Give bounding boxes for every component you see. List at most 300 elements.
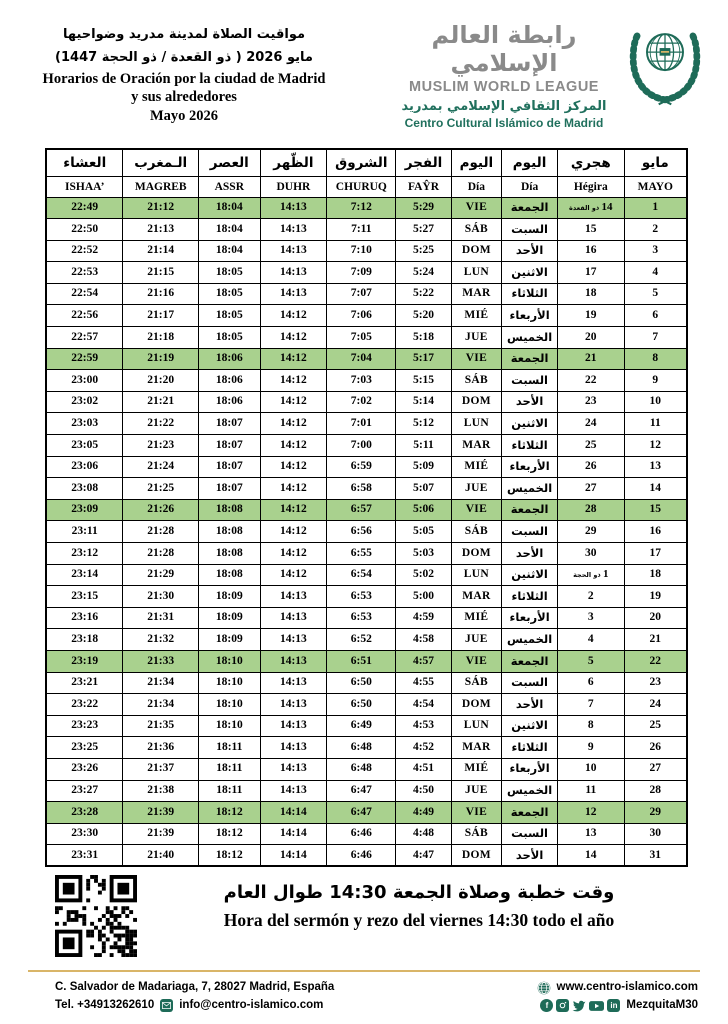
- prayer-table: [45, 148, 688, 867]
- ishaa-cell: 23:03: [46, 413, 123, 435]
- ishaa-cell: 23:28: [46, 802, 123, 824]
- hegira-cell: 12: [557, 802, 624, 824]
- magreb-cell: 21:23: [123, 435, 199, 457]
- footer-address: C. Salvador de Madariaga, 7, 28027 Madrid, España: [55, 981, 335, 993]
- hegira-cell: 19: [557, 305, 624, 327]
- fayr-cell: 4:54: [396, 694, 451, 716]
- churuq-cell: 7:04: [327, 348, 396, 370]
- day-es-cell: SÁB: [451, 370, 502, 392]
- assr-cell: 18:05: [199, 283, 261, 305]
- churuq-cell: 6:46: [327, 823, 396, 845]
- churuq-cell: 6:51: [327, 650, 396, 672]
- duhr-cell: 14:12: [260, 391, 327, 413]
- day-es-cell: DOM: [451, 845, 502, 867]
- day-es-cell: LUN: [451, 413, 502, 435]
- day-es-cell: LUN: [451, 262, 502, 284]
- magreb-cell: 21:40: [123, 845, 199, 867]
- footer-social-handle: MezquitaM30: [626, 998, 698, 1011]
- table-row: [46, 283, 687, 305]
- churuq-cell: 6:59: [327, 456, 396, 478]
- footer-web-block: [537, 979, 698, 1015]
- day-ar-cell: الأحد: [502, 391, 558, 413]
- assr-cell: 18:10: [199, 650, 261, 672]
- column-header-latin: Hégira: [557, 176, 624, 197]
- day-ar-cell: الأربعاء: [502, 607, 558, 629]
- magreb-cell: 21:38: [123, 780, 199, 802]
- magreb-cell: 21:26: [123, 499, 199, 521]
- mayo-cell: 26: [624, 737, 687, 759]
- churuq-cell: 7:01: [327, 413, 396, 435]
- ishaa-cell: 22:57: [46, 327, 123, 349]
- table-row: [46, 348, 687, 370]
- duhr-cell: 14:12: [260, 499, 327, 521]
- fayr-cell: 5:14: [396, 391, 451, 413]
- magreb-cell: 21:15: [123, 262, 199, 284]
- ishaa-cell: 23:21: [46, 672, 123, 694]
- column-header-latin: CHURUQ: [327, 176, 396, 197]
- magreb-cell: 21:36: [123, 737, 199, 759]
- friday-sermon-note: [140, 879, 698, 931]
- table-row: [46, 413, 687, 435]
- day-ar-cell: الاثنين: [502, 262, 558, 284]
- ishaa-cell: 22:54: [46, 283, 123, 305]
- magreb-cell: 21:31: [123, 607, 199, 629]
- duhr-cell: 14:13: [260, 672, 327, 694]
- day-es-cell: MAR: [451, 435, 502, 457]
- magreb-cell: 21:13: [123, 219, 199, 241]
- magreb-cell: 21:33: [123, 650, 199, 672]
- hegira-cell: 8: [557, 715, 624, 737]
- hegira-cell: 17: [557, 262, 624, 284]
- churuq-cell: 7:07: [327, 283, 396, 305]
- day-ar-cell: السبت: [502, 219, 558, 241]
- duhr-cell: 14:13: [260, 715, 327, 737]
- hegira-cell: 28: [557, 499, 624, 521]
- assr-cell: 18:11: [199, 737, 261, 759]
- day-es-cell: MAR: [451, 737, 502, 759]
- day-ar-cell: الأحد: [502, 543, 558, 565]
- day-es-cell: VIE: [451, 197, 502, 219]
- hegira-cell: 27: [557, 478, 624, 500]
- day-ar-cell: السبت: [502, 370, 558, 392]
- churuq-cell: 6:48: [327, 737, 396, 759]
- fayr-cell: 4:58: [396, 629, 451, 651]
- fayr-cell: 5:09: [396, 456, 451, 478]
- mayo-cell: 18: [624, 564, 687, 586]
- ishaa-cell: 22:49: [46, 197, 123, 219]
- day-ar-cell: الجمعة: [502, 802, 558, 824]
- day-es-cell: LUN: [451, 715, 502, 737]
- ishaa-cell: 23:15: [46, 586, 123, 608]
- table-row: [46, 672, 687, 694]
- mayo-cell: 16: [624, 521, 687, 543]
- assr-cell: 18:07: [199, 413, 261, 435]
- mayo-cell: 23: [624, 672, 687, 694]
- magreb-cell: 21:24: [123, 456, 199, 478]
- assr-cell: 18:12: [199, 823, 261, 845]
- fayr-cell: 4:57: [396, 650, 451, 672]
- day-es-cell: MIÉ: [451, 305, 502, 327]
- day-es-cell: JUE: [451, 478, 502, 500]
- magreb-cell: 21:32: [123, 629, 199, 651]
- duhr-cell: 14:13: [260, 240, 327, 262]
- column-header-latin: DUHR: [260, 176, 327, 197]
- note-spanish: Hora del sermón y rezo del viernes 14:30 todo el año: [223, 910, 615, 931]
- hegira-cell: 9: [557, 737, 624, 759]
- duhr-cell: 14:13: [260, 629, 327, 651]
- hegira-cell: 11: [557, 780, 624, 802]
- duhr-cell: 14:12: [260, 348, 327, 370]
- ishaa-cell: 23:02: [46, 391, 123, 413]
- magreb-cell: 21:30: [123, 586, 199, 608]
- day-ar-cell: السبت: [502, 823, 558, 845]
- organization-block: [394, 14, 710, 140]
- table-row: [46, 499, 687, 521]
- magreb-cell: 21:16: [123, 283, 199, 305]
- churuq-cell: 6:52: [327, 629, 396, 651]
- assr-cell: 18:08: [199, 564, 261, 586]
- center-name-arabic: المركز الثقافي الإسلامي بمدريد: [401, 99, 607, 115]
- mayo-cell: 9: [624, 370, 687, 392]
- fayr-cell: 4:55: [396, 672, 451, 694]
- assr-cell: 18:05: [199, 262, 261, 284]
- fayr-cell: 5:15: [396, 370, 451, 392]
- churuq-cell: 6:46: [327, 845, 396, 867]
- column-header-latin: MAGREB: [123, 176, 199, 197]
- churuq-cell: 6:53: [327, 586, 396, 608]
- ishaa-cell: 23:31: [46, 845, 123, 867]
- day-es-cell: MIÉ: [451, 607, 502, 629]
- day-ar-cell: الأربعاء: [502, 456, 558, 478]
- mayo-cell: 27: [624, 758, 687, 780]
- duhr-cell: 14:12: [260, 478, 327, 500]
- email-icon: [160, 999, 173, 1012]
- hegira-cell: 3: [557, 607, 624, 629]
- day-es-cell: SÁB: [451, 521, 502, 543]
- assr-cell: 18:09: [199, 607, 261, 629]
- mayo-cell: 11: [624, 413, 687, 435]
- column-header-arabic: اليوم: [502, 149, 558, 176]
- fayr-cell: 5:17: [396, 348, 451, 370]
- hegira-cell: 4: [557, 629, 624, 651]
- table-row: [46, 758, 687, 780]
- table-row: [46, 715, 687, 737]
- page-footer: [0, 970, 728, 1024]
- social-icons: [540, 999, 620, 1012]
- day-es-cell: SÁB: [451, 672, 502, 694]
- hegira-cell: 23: [557, 391, 624, 413]
- table-row: [46, 650, 687, 672]
- mayo-cell: 6: [624, 305, 687, 327]
- mayo-cell: 22: [624, 650, 687, 672]
- fayr-cell: 5:05: [396, 521, 451, 543]
- column-header-latin: FAŶR: [396, 176, 451, 197]
- mayo-cell: 21: [624, 629, 687, 651]
- day-ar-cell: الثلاثاء: [502, 435, 558, 457]
- duhr-cell: 14:12: [260, 435, 327, 457]
- assr-cell: 18:09: [199, 586, 261, 608]
- magreb-cell: 21:29: [123, 564, 199, 586]
- mayo-cell: 15: [624, 499, 687, 521]
- duhr-cell: 14:13: [260, 607, 327, 629]
- ishaa-cell: 23:11: [46, 521, 123, 543]
- ishaa-cell: 23:19: [46, 650, 123, 672]
- magreb-cell: 21:37: [123, 758, 199, 780]
- day-ar-cell: الأربعاء: [502, 305, 558, 327]
- column-header-latin: MAYO: [624, 176, 687, 197]
- churuq-cell: 6:50: [327, 672, 396, 694]
- day-es-cell: MIÉ: [451, 758, 502, 780]
- day-ar-cell: الأحد: [502, 240, 558, 262]
- timetable-wrapper: [0, 140, 728, 867]
- fayr-cell: 4:47: [396, 845, 451, 867]
- day-es-cell: SÁB: [451, 219, 502, 241]
- mayo-cell: 8: [624, 348, 687, 370]
- fayr-cell: 5:12: [396, 413, 451, 435]
- duhr-cell: 14:12: [260, 327, 327, 349]
- note-arabic: وقت خطبة وصلاة الجمعة 14:30 طوال العام: [223, 882, 615, 904]
- ishaa-cell: 22:50: [46, 219, 123, 241]
- duhr-cell: 14:12: [260, 521, 327, 543]
- assr-cell: 18:07: [199, 435, 261, 457]
- qr-code: [55, 875, 137, 957]
- fayr-cell: 4:53: [396, 715, 451, 737]
- fayr-cell: 5:06: [396, 499, 451, 521]
- assr-cell: 18:04: [199, 219, 261, 241]
- duhr-cell: 14:13: [260, 694, 327, 716]
- fayr-cell: 4:59: [396, 607, 451, 629]
- fayr-cell: 4:52: [396, 737, 451, 759]
- assr-cell: 18:10: [199, 715, 261, 737]
- churuq-cell: 6:48: [327, 758, 396, 780]
- duhr-cell: 14:14: [260, 845, 327, 867]
- duhr-cell: 14:14: [260, 823, 327, 845]
- day-ar-cell: الخميس: [502, 629, 558, 651]
- ishaa-cell: 23:26: [46, 758, 123, 780]
- column-header-arabic: اليوم: [451, 149, 502, 176]
- day-ar-cell: الثلاثاء: [502, 586, 558, 608]
- ishaa-cell: 22:53: [46, 262, 123, 284]
- duhr-cell: 14:12: [260, 564, 327, 586]
- assr-cell: 18:08: [199, 521, 261, 543]
- day-es-cell: VIE: [451, 499, 502, 521]
- mayo-cell: 10: [624, 391, 687, 413]
- fayr-cell: 4:50: [396, 780, 451, 802]
- fayr-cell: 4:51: [396, 758, 451, 780]
- title-arabic-line2: مايو 2026 ( ذو القعدة / ذو الحجة 1447): [55, 49, 313, 65]
- hegira-cell: 22: [557, 370, 624, 392]
- ishaa-cell: 23:12: [46, 543, 123, 565]
- footer-email: info@centro-islamico.com: [179, 998, 324, 1011]
- ishaa-cell: 23:27: [46, 780, 123, 802]
- hegira-cell: 2: [557, 586, 624, 608]
- day-es-cell: MAR: [451, 586, 502, 608]
- day-ar-cell: الأربعاء: [502, 758, 558, 780]
- table-row: [46, 219, 687, 241]
- day-ar-cell: الجمعة: [502, 348, 558, 370]
- day-ar-cell: الأحد: [502, 694, 558, 716]
- table-row: [46, 802, 687, 824]
- hegira-cell: 16: [557, 240, 624, 262]
- churuq-cell: 6:49: [327, 715, 396, 737]
- footer-phone: Tel. +34913262610: [55, 998, 155, 1011]
- day-es-cell: DOM: [451, 694, 502, 716]
- mayo-cell: 14: [624, 478, 687, 500]
- assr-cell: 18:05: [199, 327, 261, 349]
- fayr-cell: 5:00: [396, 586, 451, 608]
- duhr-cell: 14:13: [260, 737, 327, 759]
- magreb-cell: 21:22: [123, 413, 199, 435]
- column-header-arabic: مايو: [624, 149, 687, 176]
- churuq-cell: 6:47: [327, 802, 396, 824]
- mwl-wreath-globe-logo: [620, 16, 710, 113]
- hegira-cell: 30: [557, 543, 624, 565]
- mayo-cell: 25: [624, 715, 687, 737]
- assr-cell: 18:08: [199, 499, 261, 521]
- mayo-cell: 28: [624, 780, 687, 802]
- churuq-cell: 7:09: [327, 262, 396, 284]
- ishaa-cell: 23:14: [46, 564, 123, 586]
- magreb-cell: 21:25: [123, 478, 199, 500]
- fayr-cell: 4:49: [396, 802, 451, 824]
- hegira-cell: 14 ذو القعدة: [557, 197, 624, 219]
- assr-cell: 18:04: [199, 240, 261, 262]
- magreb-cell: 21:35: [123, 715, 199, 737]
- title-spanish-line2: y sus alrededores: [131, 89, 237, 106]
- column-header-latin: Día: [451, 176, 502, 197]
- mayo-cell: 3: [624, 240, 687, 262]
- assr-cell: 18:07: [199, 456, 261, 478]
- magreb-cell: 21:39: [123, 802, 199, 824]
- title-arabic-line1: مواقيت الصلاة لمدينة مدريد وضواحيها: [62, 27, 306, 42]
- table-row: [46, 564, 687, 586]
- day-ar-cell: الخميس: [502, 780, 558, 802]
- table-row: [46, 823, 687, 845]
- assr-cell: 18:06: [199, 348, 261, 370]
- magreb-cell: 21:18: [123, 327, 199, 349]
- ishaa-cell: 23:08: [46, 478, 123, 500]
- hegira-cell: 13: [557, 823, 624, 845]
- churuq-cell: 6:57: [327, 499, 396, 521]
- assr-cell: 18:05: [199, 305, 261, 327]
- column-header-arabic: الـمغرب: [123, 149, 199, 176]
- header-row-arabic: [46, 149, 687, 176]
- twitter-icon: [572, 1000, 586, 1012]
- assr-cell: 18:06: [199, 391, 261, 413]
- day-ar-cell: السبت: [502, 521, 558, 543]
- churuq-cell: 6:47: [327, 780, 396, 802]
- duhr-cell: 14:12: [260, 305, 327, 327]
- table-row: [46, 262, 687, 284]
- ishaa-cell: 23:18: [46, 629, 123, 651]
- instagram-icon: [556, 999, 569, 1012]
- duhr-cell: 14:13: [260, 758, 327, 780]
- table-row: [46, 521, 687, 543]
- column-header-arabic: الشروق: [327, 149, 396, 176]
- column-header-arabic: هجري: [557, 149, 624, 176]
- table-row: [46, 327, 687, 349]
- column-header-latin: ASSR: [199, 176, 261, 197]
- footer-contact-block: [55, 979, 334, 1015]
- day-ar-cell: الاثنين: [502, 413, 558, 435]
- magreb-cell: 21:34: [123, 694, 199, 716]
- day-es-cell: DOM: [451, 391, 502, 413]
- table-row: [46, 629, 687, 651]
- ishaa-cell: 22:52: [46, 240, 123, 262]
- linkedin-icon: in: [607, 999, 620, 1012]
- table-row: [46, 240, 687, 262]
- mayo-cell: 29: [624, 802, 687, 824]
- day-es-cell: SÁB: [451, 823, 502, 845]
- day-ar-cell: الخميس: [502, 327, 558, 349]
- day-es-cell: DOM: [451, 543, 502, 565]
- magreb-cell: 21:39: [123, 823, 199, 845]
- assr-cell: 18:12: [199, 845, 261, 867]
- churuq-cell: 7:02: [327, 391, 396, 413]
- mayo-cell: 4: [624, 262, 687, 284]
- churuq-cell: 6:55: [327, 543, 396, 565]
- day-ar-cell: الثلاثاء: [502, 283, 558, 305]
- fayr-cell: 5:24: [396, 262, 451, 284]
- mwl-name: MUSLIM WORLD LEAGUE: [409, 79, 599, 96]
- column-header-latin: ISHAA’: [46, 176, 123, 197]
- fayr-cell: 5:20: [396, 305, 451, 327]
- churuq-cell: 7:06: [327, 305, 396, 327]
- column-header-arabic: العشاء: [46, 149, 123, 176]
- title-block: [28, 14, 340, 140]
- duhr-cell: 14:12: [260, 370, 327, 392]
- day-ar-cell: الخميس: [502, 478, 558, 500]
- churuq-cell: 6:58: [327, 478, 396, 500]
- day-es-cell: LUN: [451, 564, 502, 586]
- day-ar-cell: الاثنين: [502, 564, 558, 586]
- magreb-cell: 21:20: [123, 370, 199, 392]
- hegira-cell: 25: [557, 435, 624, 457]
- hegira-cell: 20: [557, 327, 624, 349]
- mayo-cell: 19: [624, 586, 687, 608]
- youtube-icon: [589, 1000, 604, 1012]
- fayr-cell: 5:25: [396, 240, 451, 262]
- ishaa-cell: 23:22: [46, 694, 123, 716]
- ishaa-cell: 23:09: [46, 499, 123, 521]
- table-row: [46, 780, 687, 802]
- duhr-cell: 14:14: [260, 802, 327, 824]
- note-section: [0, 871, 728, 967]
- day-es-cell: DOM: [451, 240, 502, 262]
- mayo-cell: 2: [624, 219, 687, 241]
- ishaa-cell: 22:56: [46, 305, 123, 327]
- magreb-cell: 21:17: [123, 305, 199, 327]
- column-header-arabic: العصر: [199, 149, 261, 176]
- day-ar-cell: الأحد: [502, 845, 558, 867]
- assr-cell: 18:06: [199, 370, 261, 392]
- day-es-cell: JUE: [451, 780, 502, 802]
- hegira-cell: 15: [557, 219, 624, 241]
- mayo-cell: 20: [624, 607, 687, 629]
- churuq-cell: 7:11: [327, 219, 396, 241]
- magreb-cell: 21:28: [123, 521, 199, 543]
- fayr-cell: 5:07: [396, 478, 451, 500]
- globe-icon: [537, 981, 551, 995]
- assr-cell: 18:10: [199, 694, 261, 716]
- churuq-cell: 6:54: [327, 564, 396, 586]
- day-es-cell: MIÉ: [451, 456, 502, 478]
- churuq-cell: 7:05: [327, 327, 396, 349]
- churuq-cell: 6:53: [327, 607, 396, 629]
- duhr-cell: 14:13: [260, 586, 327, 608]
- hegira-cell: 24: [557, 413, 624, 435]
- duhr-cell: 14:12: [260, 543, 327, 565]
